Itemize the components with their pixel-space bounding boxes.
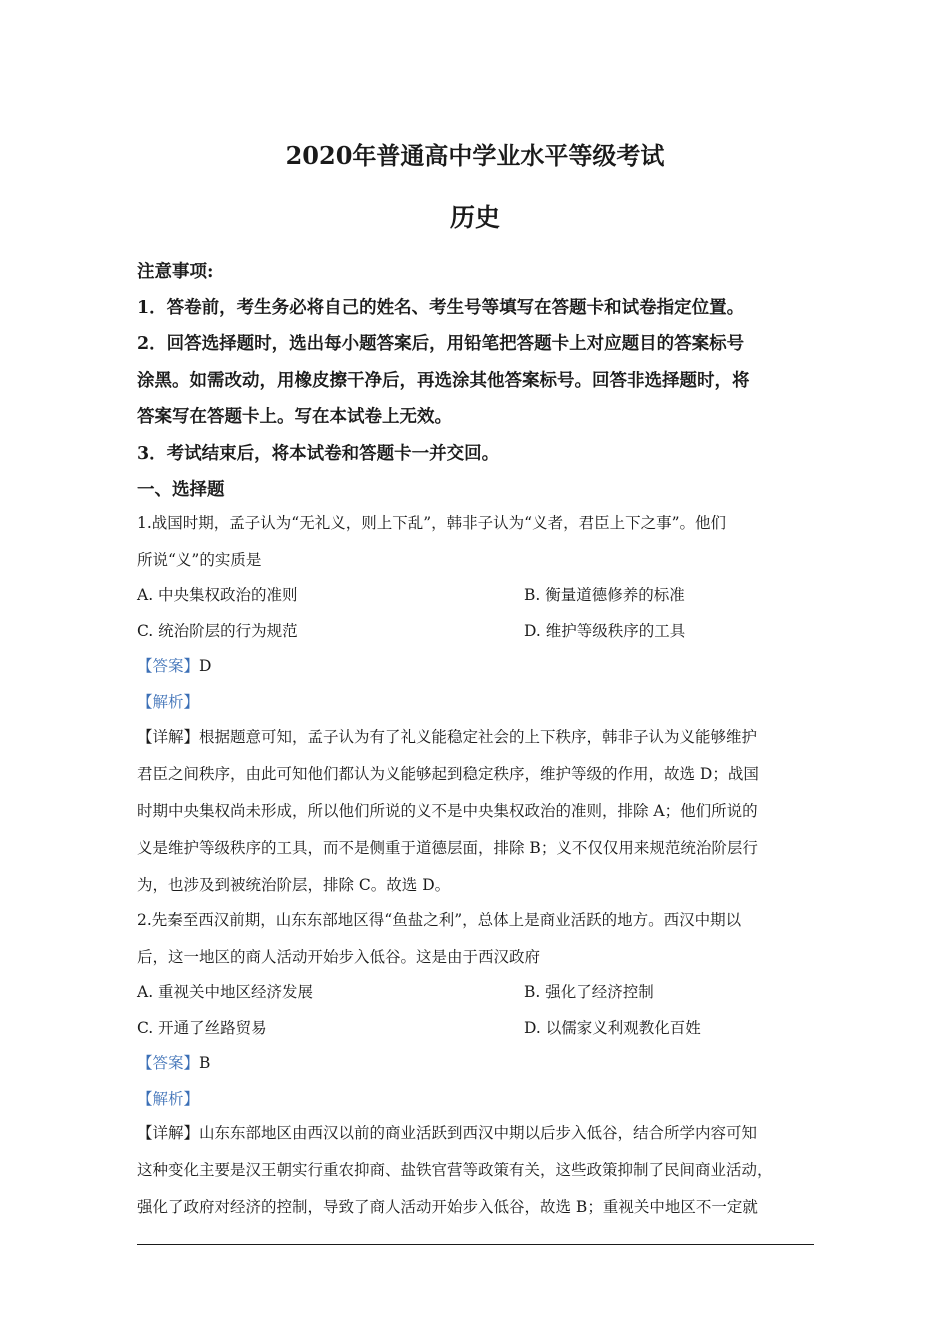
analysis-label: 【解析】 [137, 1090, 200, 1108]
option-b: B. 强化了经济控制 [524, 983, 654, 1001]
subject-title: 历史 [449, 203, 500, 232]
notice-line: 答案写在答题卡上。写在本试卷上无效。 [137, 407, 452, 427]
footer-rule [137, 1244, 814, 1245]
detail-line: 君臣之间秩序，由此可知他们都认为义能够起到稳定秩序，维护等级的作用，故选 D；战国 [137, 765, 759, 783]
detail-line: 强化了政府对经济的控制，导致了商人活动开始步入低谷，故选 B；重视关中地区不一定就 [137, 1198, 758, 1216]
option-c: C. 开通了丝路贸易 [137, 1019, 267, 1037]
option-d: D. 维护等级秩序的工具 [524, 622, 686, 640]
answer-line [137, 1051, 827, 1073]
notice-line: 1．答卷前，考生务必将自己的姓名、考生号等填写在答题卡和试卷指定位置。 [137, 298, 745, 318]
option-c: C. 统治阶层的行为规范 [137, 622, 298, 640]
section-heading: 一、选择题 [137, 480, 225, 500]
answer-label: 【答案】 [137, 1054, 200, 1072]
question-stem: 2.先秦至西汉前期，山东东部地区得“鱼盐之利”，总体上是商业活跃的地方。西汉中期以 [137, 911, 742, 929]
detail-line: 为，也涉及到被统治阶层，排除 C。故选 D。 [137, 876, 451, 894]
notice-line: 3．考试结束后，将本试卷和答题卡一并交回。 [137, 444, 500, 464]
question-stem: 后，这一地区的商人活动开始步入低谷。这是由于西汉政府 [137, 948, 541, 966]
option-b: B. 衡量道德修养的标准 [524, 586, 685, 604]
notice-heading: 注意事项: [137, 262, 214, 282]
option-d: D. 以儒家义利观教化百姓 [524, 1019, 701, 1037]
option-a: A. 中央集权政治的准则 [137, 586, 298, 604]
notice-line: 2．回答选择题时，选出每小题答案后，用铅笔把答题卡上对应题目的答案标号 [137, 334, 745, 354]
answer-label: 【答案】 [137, 657, 200, 675]
detail-line: 这种变化主要是汉王朝实行重农抑商、盐铁官营等政策有关，这些政策抑制了民间商业活动， [137, 1161, 773, 1179]
notice-line: 涂黑。如需改动，用橡皮擦干净后，再选涂其他答案标号。回答非选择题时，将 [137, 371, 750, 391]
detail-line: 义是维护等级秩序的工具，而不是侧重于道德层面，排除 B；义不仅仅用来规范统治阶层行 [137, 839, 758, 857]
question-stem: 所说“义”的实质是 [137, 551, 262, 569]
option-a: A. 重视关中地区经济发展 [137, 983, 314, 1001]
detail-line: 时期中央集权尚未形成，所以他们所说的义不是中央集权政治的准则，排除 A；他们所说的 [137, 802, 758, 820]
detail-line: 【详解】山东东部地区由西汉以前的商业活跃到西汉中期以后步入低谷，结合所学内容可知 [137, 1124, 758, 1142]
answer-line [137, 654, 827, 676]
answer-value: B [199, 1054, 211, 1072]
detail-line: 【详解】根据题意可知，孟子认为有了礼义能稳定社会的上下秩序，韩非子认为义能够维护 [137, 728, 758, 746]
exam-title: 2020年普通高中学业水平等级考试 [285, 141, 665, 170]
analysis-label: 【解析】 [137, 693, 200, 711]
answer-value: D [199, 657, 212, 675]
question-stem: 1.战国时期，孟子认为“无礼义，则上下乱”，韩非子认为“义者，君臣上下之事”。他们 [137, 514, 726, 532]
